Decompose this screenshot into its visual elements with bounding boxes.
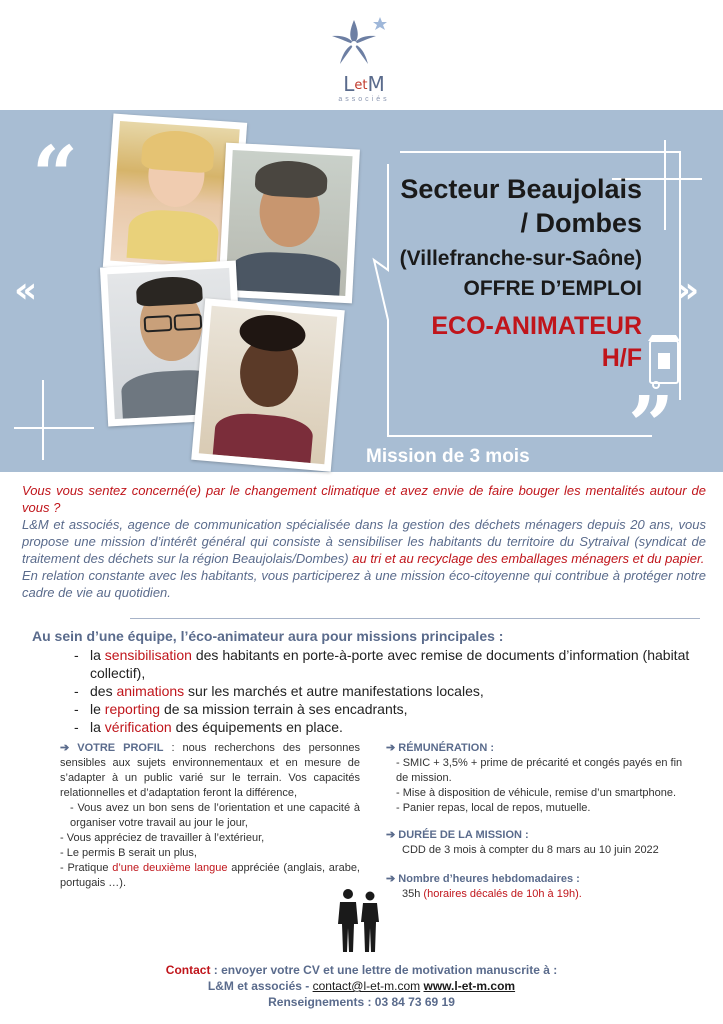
close-quote-icon: ”	[628, 378, 675, 472]
title-sector-2: / Dombes	[520, 208, 642, 238]
contact-website-link[interactable]: www.l-et-m.com	[423, 979, 516, 993]
mission-key: vérification	[104, 719, 172, 735]
mission-key: animations	[116, 683, 185, 699]
intro-relation: En relation constante avec les habitants, vous participerez à une mission éco-citoyenne qui contribue à protéger notre cadre de vie au quotidien.	[22, 568, 706, 600]
mission-key: sensibilisation	[104, 647, 192, 663]
contact-line1	[0, 962, 723, 978]
logo-l: L	[343, 72, 355, 96]
arrow-right-icon: ➔	[386, 742, 396, 754]
missions-list	[30, 646, 710, 736]
hours-text	[386, 887, 686, 902]
job-title-block	[360, 172, 642, 374]
profile-bullet: - Vous avez un bon sens de l’orientation et une capacité à organiser votre travail au jour le jour,	[70, 802, 360, 829]
missions-section	[30, 628, 710, 736]
title-job: ECO-ANIMATEUR	[431, 312, 642, 340]
mission-item	[90, 682, 710, 700]
profile-heading: VOTRE PROFIL	[77, 742, 164, 754]
hours-heading-row	[386, 872, 686, 887]
photo-woman-dark-hair	[191, 298, 345, 472]
logo-subtitle: associés	[338, 96, 390, 103]
chevron-left-quote-icon: «	[14, 270, 38, 311]
duration-heading: DURÉE DE LA MISSION :	[398, 829, 529, 841]
cross-decoration-icon	[14, 380, 94, 460]
mission-duration: Mission de 3 mois	[366, 446, 530, 467]
mission-item	[90, 718, 710, 736]
mission-post: des équipements en place.	[171, 719, 343, 735]
arrow-right-icon: ➔	[60, 742, 70, 754]
mission-item	[90, 646, 710, 682]
duration-text: CDD de 3 mois à compter du 8 mars au 10 juin 2022	[402, 844, 659, 856]
contact-text: : envoyer votre CV et une lettre de motivation manuscrite à :	[210, 963, 558, 977]
contact-email-link[interactable]: contact@l-et-m.com	[312, 979, 421, 993]
remuneration-bullet: - Mise à disposition de véhicule, remise d’un smartphone.	[396, 787, 677, 799]
open-quote-icon: “	[32, 128, 79, 222]
profile-lang-key: d’une deuxième langue	[112, 862, 228, 874]
title-gender: H/F	[601, 344, 642, 372]
mission-pre: la	[90, 647, 105, 663]
remuneration-bullet: - Panier repas, local de repos, mutuelle.	[396, 802, 591, 814]
logo-et: et	[354, 78, 368, 93]
recycling-bin-icon	[646, 333, 682, 389]
profile-section	[60, 741, 360, 891]
remuneration-heading-row	[386, 741, 686, 756]
title-offer: OFFRE D’EMPLOI	[463, 277, 642, 300]
intro-agency	[22, 516, 706, 567]
people-silhouette-icon	[334, 888, 384, 954]
intro-question: Vous vous sentez concerné(e) par le changement climatique et avez envie de faire bouger les mentalités autour de vous ?	[22, 483, 706, 515]
mission-post: des habitants en porte-à-porte avec remise de documents d’information (habitat collectif),	[90, 647, 690, 681]
contact-label: Contact	[165, 963, 211, 977]
profile-intro	[60, 741, 360, 801]
mission-pre: le	[90, 701, 105, 717]
intro-agency-text: L&M et associés, agence de communication spécialisée dans la gestion des déchets ménagers depuis 20 ans, vous propose une mission d’intérêt général qui consiste à sensibiliser les habitants du territoire du Sytraival (syndicat de traitement des déchets sur la région Beaujolais/Dombes)	[22, 517, 706, 566]
title-city: (Villefranche-sur-Saône)	[399, 247, 642, 270]
title-sector: Secteur Beaujolais	[400, 174, 642, 204]
profile-lang-post: appréciée (anglais, arabe, portugais …).	[60, 862, 360, 889]
contact-line2	[0, 978, 723, 994]
hours-value: 35h	[402, 888, 424, 900]
contact-section	[0, 962, 723, 1010]
remuneration-bullet: - SMIC + 3,5% + prime de précarité et congés payés en fin de mission.	[396, 757, 683, 784]
profile-intro-text: : nous recherchons des personnes sensibles aux sujets environnementaux et en mesure de s’adapter à un public varié sur le terrain. Vos capacités relationnelles et d’adaptation feront la différence,	[60, 742, 361, 799]
logo-m: M	[367, 72, 385, 96]
mission-key: reporting	[104, 701, 161, 717]
mission-pre: des	[90, 683, 117, 699]
duration-heading-row	[386, 828, 686, 843]
arrow-right-icon: ➔	[386, 873, 396, 885]
mission-post: de sa mission terrain à ses encadrants,	[160, 701, 408, 717]
remuneration-heading: RÉMUNÉRATION :	[398, 742, 495, 754]
profile-bullet: - Le permis B serait un plus,	[60, 847, 197, 859]
intro-agency-highlight: au tri et au recyclage des emballages ménagers et du papier.	[352, 551, 705, 566]
divider	[130, 618, 700, 619]
conditions-section	[386, 741, 686, 902]
logo-wordmark	[334, 72, 394, 96]
missions-heading: Au sein d’une équipe, l’éco-animateur aura pour missions principales :	[32, 628, 504, 644]
hours-heading: Nombre d’heures hebdomadaires :	[398, 873, 580, 885]
profile-lang-pre: - Pratique	[60, 862, 113, 874]
arrow-right-icon: ➔	[386, 829, 396, 841]
mission-post: sur les marchés et autre manifestations locales,	[184, 683, 484, 699]
contact-company: L&M et associés -	[207, 979, 313, 993]
mission-item	[90, 700, 710, 718]
chevron-right-quote-icon: »	[676, 270, 700, 311]
hours-detail: (horaires décalés de 10h à 19h).	[423, 888, 582, 900]
intro-text	[22, 482, 706, 601]
profile-bullet	[60, 861, 360, 891]
mission-pre: la	[90, 719, 105, 735]
profile-bullet: - Vous appréciez de travailler à l’extérieur,	[60, 832, 265, 844]
photo-man-grey-hair	[218, 143, 360, 304]
contact-phone: Renseignements : 03 84 73 69 19	[268, 995, 455, 1009]
